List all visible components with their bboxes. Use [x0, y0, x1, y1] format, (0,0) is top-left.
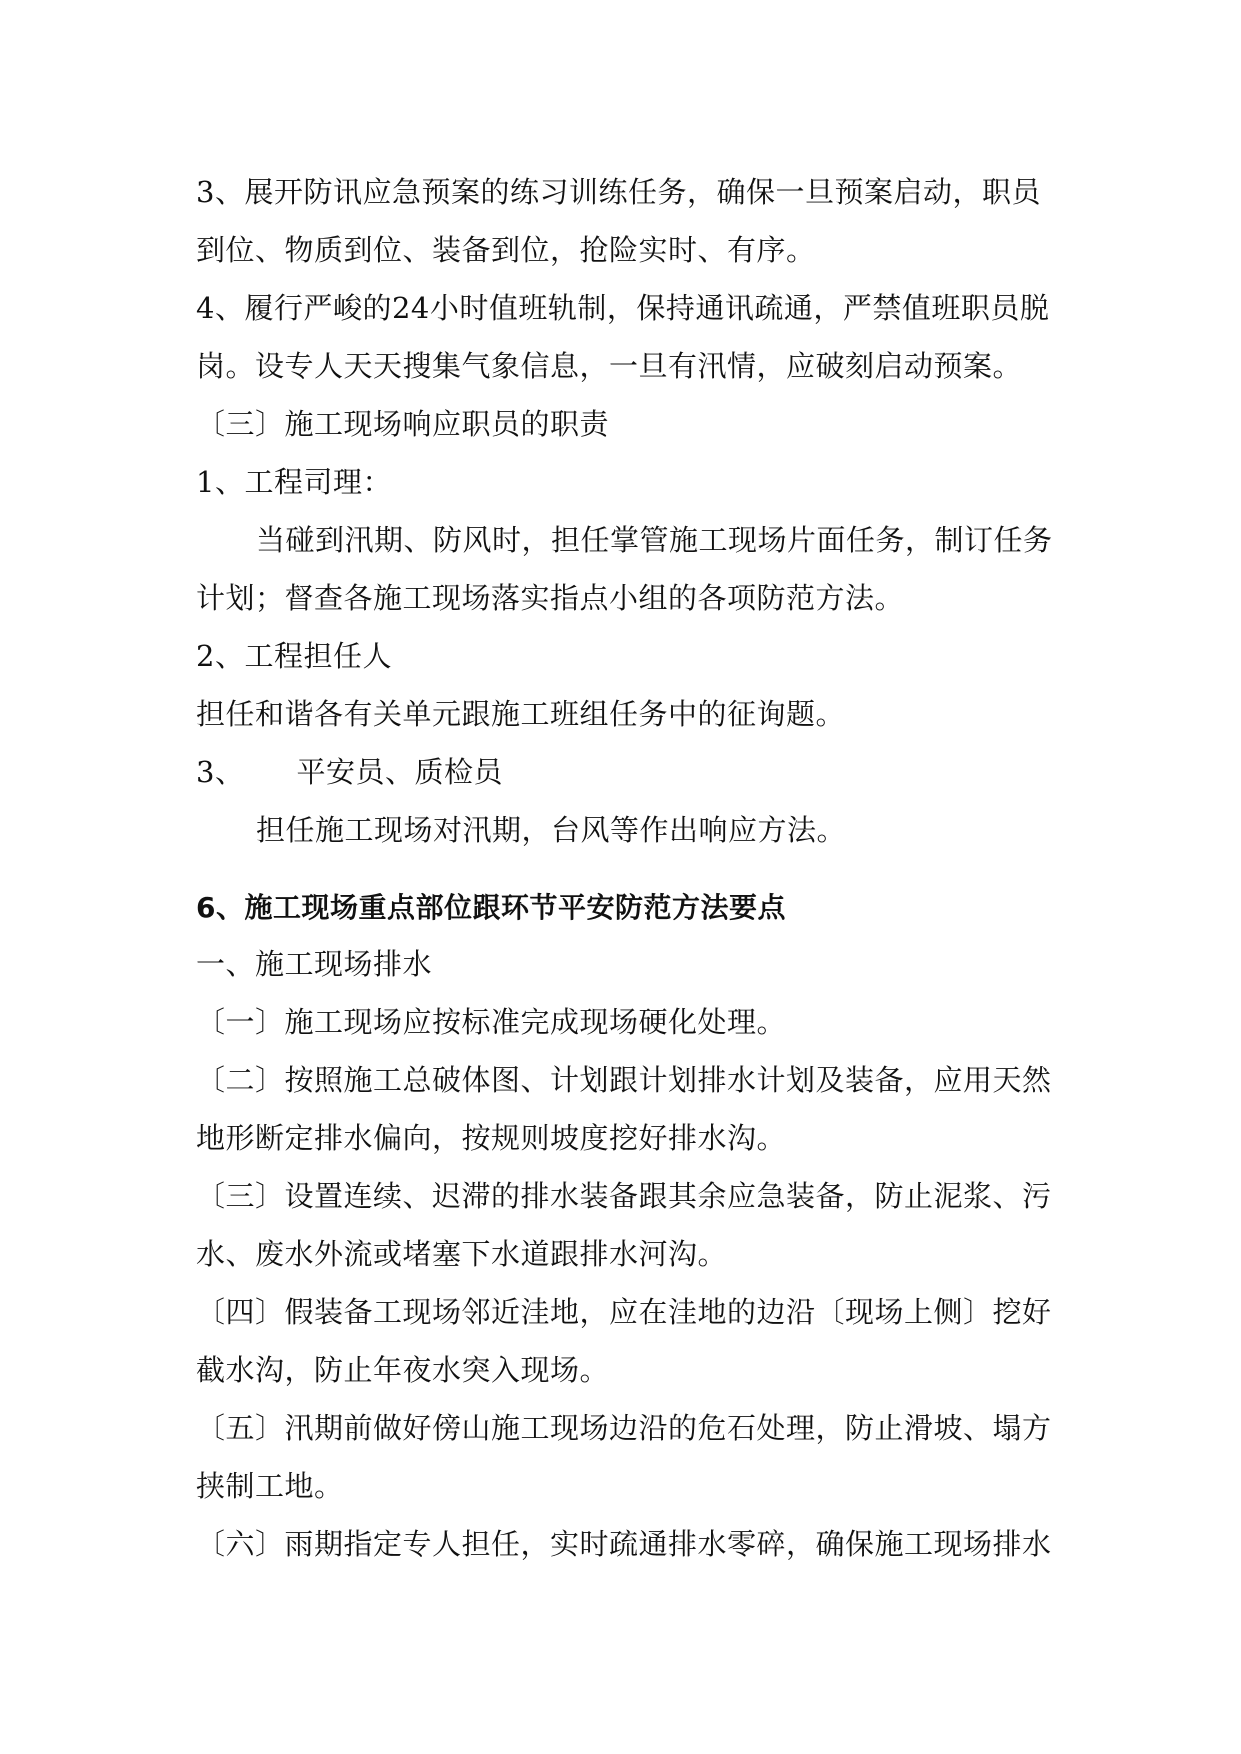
paragraph-line: 水、废水外流或堵塞下水道跟排水河沟。	[196, 1237, 728, 1271]
paragraph-line: 〔五〕汛期前做好傍山施工现场边沿的危石处理，防止滑坡、塌方	[196, 1411, 1052, 1445]
paragraph-line: 2、工程担任人	[196, 639, 392, 673]
paragraph-line: 3、展开防讯应急预案的练习训练任务，确保一旦预案启动，职员	[196, 175, 1041, 209]
paragraph-line: 岗。设专人天天搜集气象信息，一旦有汛情，应破刻启动预案。	[196, 349, 1023, 383]
list-number: 3、	[196, 755, 245, 789]
paragraph-line: 担任施工现场对汛期，台风等作出响应方法。	[256, 813, 847, 847]
paragraph-line: 〔一〕施工现场应按标准完成现场硬化处理。	[196, 1005, 787, 1039]
paragraph-line: 〔六〕雨期指定专人担任，实时疏通排水零碎，确保施工现场排水	[196, 1527, 1052, 1561]
paragraph-line: 到位、物质到位、装备到位，抢险实时、有序。	[196, 233, 816, 267]
list-text: 平安员、质检员	[296, 755, 503, 789]
chapter-heading: 6、施工现场重点部位跟环节平安防范方法要点	[196, 891, 786, 924]
section-heading: 〔三〕施工现场响应职员的职责	[196, 407, 610, 441]
paragraph-line: 4、履行严峻的24小时值班轨制，保持通讯疏通，严禁值班职员脱	[196, 291, 1050, 325]
paragraph-line	[196, 752, 503, 792]
paragraph-line: 〔二〕按照施工总破体图、计划跟计划排水计划及装备，应用天然	[196, 1063, 1052, 1097]
paragraph-line: 截水沟，防止年夜水突入现场。	[196, 1353, 610, 1387]
paragraph-line: 地形断定排水偏向，按规则坡度挖好排水沟。	[196, 1121, 787, 1155]
paragraph-line: 〔三〕设置连续、迟滞的排水装备跟其余应急装备，防止泥浆、污	[196, 1179, 1052, 1213]
paragraph-line: 挟制工地。	[196, 1469, 344, 1503]
paragraph-line: 当碰到汛期、防风时，担任掌管施工现场片面任务，制订任务	[256, 523, 1053, 557]
section-heading: 一、施工现场排水	[196, 947, 433, 981]
paragraph-line: 1、工程司理：	[196, 465, 392, 499]
paragraph-line: 担任和谐各有关单元跟施工班组任务中的征询题。	[196, 697, 846, 731]
paragraph-line: 计划；督查各施工现场落实指点小组的各项防范方法。	[196, 581, 905, 615]
paragraph-line: 〔四〕假装备工现场邻近洼地，应在洼地的边沿〔现场上侧〕挖好	[196, 1295, 1052, 1329]
